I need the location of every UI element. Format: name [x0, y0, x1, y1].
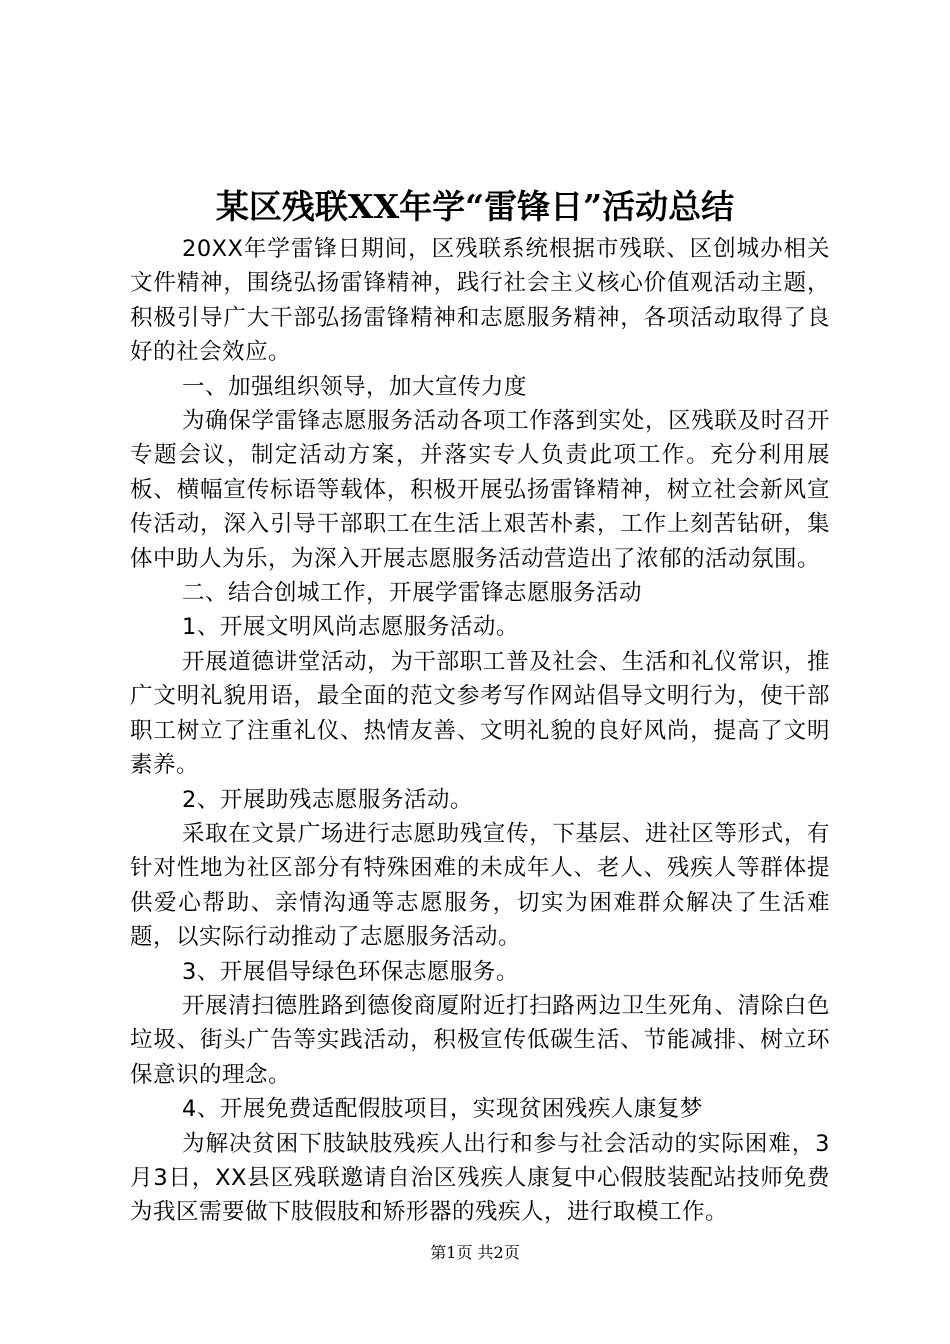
paragraph-sub-1: 开展道德讲堂活动，为干部职工普及社会、生活和礼仪常识，推广文明礼貌用语，最全面的范文参考写作网站倡导文明行为，使干部职工树立了注重礼仪、热情友善、文明礼貌的良好风尚，提高了文明素养。 [130, 648, 830, 779]
document-body [130, 232, 830, 1230]
page-footer: 第1页 共2页 [430, 1243, 520, 1262]
paragraph-sub-4: 为解决贫困下肢缺肢残疾人出行和参与社会活动的实际困难，3月3日，XX县区残联邀请自治区残疾人康复中心假肢装配站技师免费为我区需要做下肢假肢和矫形器的残疾人，进行取模工作。 [130, 1130, 830, 1226]
subheading-4: 4、开展免费适配假肢项目，实现贫困残疾人康复梦 [182, 1096, 703, 1123]
subheading-2: 2、开展助残志愿服务活动。 [182, 786, 473, 813]
section-heading-1: 一、加强组织领导，加大宣传力度 [182, 373, 528, 400]
document-title: 某区残联XX年学“雷锋日”活动总结 [215, 187, 735, 226]
paragraph-intro: 20XX年学雷锋日期间，区残联系统根据市残联、区创城办相关文件精神，围绕弘扬雷锋精神，践行社会主义核心价值观活动主题，积极引导广大干部弘扬雷锋精神和志愿服务精神，各项活动取得了良好的社会效应。 [130, 236, 830, 366]
subheading-1: 1、开展文明风尚志愿服务活动。 [182, 614, 519, 641]
paragraph-sub-3: 开展清扫德胜路到德俊商厦附近打扫路两边卫生死角、清除白色垃圾、街头广告等实践活动，积极宣传低碳生活、节能减排、树立环保意识的理念。 [130, 992, 830, 1088]
paragraph-sub-2: 采取在文景广场进行志愿助残宣传，下基层、进社区等形式，有针对性地为社区部分有特殊困难的未成年人、老人、残疾人等群体提供爱心帮助、亲情沟通等志愿服务，切实为困难群众解决了生活难题，以实际行动推动了志愿服务活动。 [130, 820, 830, 951]
subheading-3: 3、开展倡导绿色环保志愿服务。 [182, 958, 519, 985]
paragraph-section-1: 为确保学雷锋志愿服务活动各项工作落到实处，区残联及时召开专题会议，制定活动方案，并落实专人负责此项工作。充分利用展板、横幅宣传标语等载体，积极开展弘扬雷锋精神，树立社会新风宣传活动，深入引导干部职工在生活上艰苦朴素，工作上刻苦钻研，集体中助人为乐，为深入开展志愿服务活动营造出了浓郁的活动氛围。 [130, 408, 830, 572]
section-heading-2: 二、结合创城工作，开展学雷锋志愿服务活动 [182, 580, 643, 607]
